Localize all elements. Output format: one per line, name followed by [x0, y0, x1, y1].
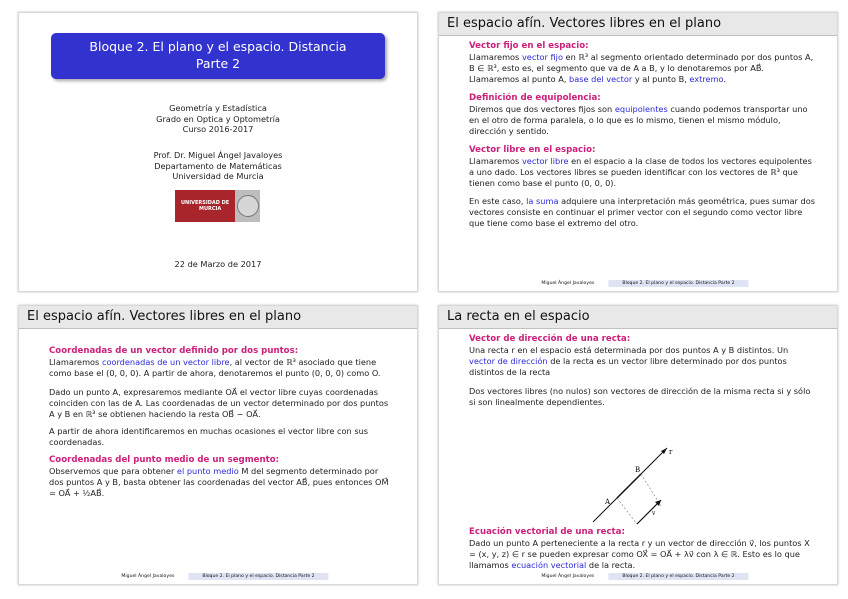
slide-header: [19, 306, 417, 329]
term: vector de dirección: [469, 356, 548, 367]
slide-vectores-libres-2: [18, 305, 418, 585]
text: M del segmento determinado por dos puntos A y B, basta obtener las coordenadas del vector AB⃗, pues entonces OM⃗ = OA⃗ + ½AB⃗.: [49, 466, 389, 499]
label-v: v: [652, 510, 656, 517]
text: Una recta r en el espacio está determinada por dos puntos A y B distintos. Un: [469, 345, 789, 356]
text: en el espacio a la clase de todos los vectores equipolentes a uno dado. Los vectores libres se pueden identificar con los vectores de ℝ³ que tienen como base el punto (0, 0, 0).: [469, 156, 812, 188]
slide-content: [49, 346, 395, 507]
title-line-2: Parte 2: [195, 55, 241, 71]
text: Diremos que dos vectores fijos son: [469, 104, 615, 115]
label-b: B: [635, 466, 641, 474]
slide-footer: [527, 280, 748, 287]
footer-author: Miguel Ángel Javaloyes: [541, 281, 595, 286]
block-equipolencia: [469, 93, 815, 137]
slide-title: [18, 12, 418, 292]
logo-line-1: UNIVERSIDAD DE: [181, 199, 230, 206]
university: Universidad de Murcia: [172, 171, 264, 182]
author: Prof. Dr. Miguel Ángel Javaloyes: [153, 150, 283, 160]
paragraph-identificar: A partir de ahora identificaremos en muchas ocasiones el vector libre con sus coordenadas.: [49, 426, 369, 448]
text: de la recta.: [586, 560, 636, 570]
term: coordenadas de un vector libre: [101, 357, 230, 368]
text: Llamaremos: [469, 52, 522, 63]
footer-author: Miguel Ángel Javaloyes: [121, 574, 175, 579]
text: , al vector de ℝ³ asociado que tiene como base el (0, 0, 0). A partir de ahora, denotaremos el punto (0, 0, 0) como O.: [49, 357, 381, 379]
block-body: [469, 156, 815, 188]
term: equipolentes: [614, 104, 668, 115]
slide-header: [439, 306, 837, 329]
block-coordenadas: [49, 346, 395, 379]
block-ecuacion-vectorial: [469, 527, 815, 571]
slide-header-text: El espacio afín. Vectores libres en el plano: [27, 309, 302, 324]
slide-content: [469, 334, 815, 414]
block-vector-fijo: [469, 41, 815, 85]
block-title: Ecuación vectorial de una recta:: [469, 527, 625, 537]
text: en ℝ³ al segmento orientado determinado por dos puntos A, B ∈ ℝ³, esto es, el segmento que va de A a B, y lo denotaremos por AB⃗. Llamaremos al punto A,: [469, 52, 814, 84]
slide-footer: [107, 573, 328, 580]
text: Dado un punto A perteneciente a la recta r y un vector de dirección v⃗, los puntos X = (x, y, z) ∈ r se pueden expresar como OX⃗ = OA⃗ + λv⃗ con λ ∈ ℝ. Esto es lo que llamamos: [469, 538, 810, 570]
label-a: A: [605, 498, 611, 506]
text: y al punto B,: [632, 74, 690, 84]
text: cuando podemos transportar uno en el otro de forma paralela, o lo que es lo mismo, tienen el mismo módulo, dirección y sentido.: [469, 104, 808, 136]
text: adquiere una interpretación más geométrica, pues sumar dos vectores consiste en continuar el primer vector con el segundo como vector libre que tiene como base el extremo del otro.: [469, 196, 815, 229]
course: Curso 2016-2017: [182, 124, 254, 135]
term: base del vector: [569, 74, 633, 84]
block-vector-direccion: [469, 334, 815, 378]
text: Llamaremos: [49, 357, 102, 368]
label-r: r: [669, 448, 673, 456]
block-title: Vector de dirección de una recta:: [469, 334, 631, 344]
text: de la recta es un vector libre determinado por dos puntos distintos de la recta: [469, 356, 787, 377]
block-title: Vector libre en el espacio:: [469, 144, 596, 155]
term: el punto medio: [176, 466, 239, 477]
slide-content: [469, 41, 815, 236]
term: extremo: [689, 74, 724, 84]
course-info: [19, 103, 417, 135]
text: Observemos que para obtener: [49, 466, 177, 477]
paragraph-resta: Dado un punto A, expresaremos mediante OA⃗ el vector libre cuyas coordenadas coinciden con las de A. Las coordenadas de un vector determinado por dos puntos A y B en ℝ³ se obtienen haciendo la resta OB⃗ − OA⃗.: [49, 387, 389, 419]
text: En este caso,: [469, 196, 527, 207]
block-vector-libre: [469, 145, 815, 189]
logo-text: [175, 190, 235, 222]
block-title: Coordenadas del punto medio de un segmento:: [49, 455, 280, 466]
slide-recta-espacio: [438, 305, 838, 585]
paragraph-dependientes: Dos vectores libres (no nulos) son vectores de dirección de la misma recta si y sólo si son linealmente dependientes.: [469, 385, 811, 407]
logo-line-2: MURCIA: [199, 206, 222, 212]
footer-title: Bloque 2. El plano y el espacio. Distancia Parte 2: [188, 573, 328, 580]
block-body: [469, 104, 815, 136]
seal-icon: [235, 190, 260, 222]
slide-vectores-libres-1: [438, 12, 838, 292]
vector-ab: [617, 474, 641, 498]
paragraph-suma: [469, 196, 815, 228]
term: vector fijo: [521, 52, 563, 63]
text: Llamaremos: [469, 156, 522, 166]
slide-header-text: El espacio afín. Vectores libres en el plano: [447, 16, 722, 31]
term: ecuación vectorial: [511, 560, 587, 570]
subject: Geometría y Estadística: [169, 103, 267, 113]
block-body: [469, 538, 815, 570]
term: vector libre: [521, 156, 569, 166]
text: .: [723, 74, 727, 84]
block-title: Vector fijo en el espacio:: [469, 41, 589, 51]
slide-content-lower: [469, 527, 815, 579]
department: Departamento de Matemáticas: [154, 160, 282, 171]
block-body: [49, 466, 395, 498]
line-direction-figure: [589, 444, 674, 526]
block-body: [469, 345, 815, 377]
block-title: Coordenadas de un vector definido por dos puntos:: [49, 346, 299, 356]
footer-title: Bloque 2. El plano y el espacio. Distancia Parte 2: [608, 280, 748, 287]
block-title: Definición de equipolencia:: [469, 92, 601, 103]
term: la suma: [526, 196, 559, 207]
block-punto-medio: [49, 455, 395, 499]
date: 22 de Marzo de 2017: [174, 259, 262, 269]
slide-header: [439, 13, 837, 36]
degree: Grado en Optica y Optometría: [156, 113, 280, 124]
slide-header-text: La recta en el espacio: [447, 309, 590, 324]
block-body: [469, 52, 815, 84]
footer-title: Bloque 2. El plano y el espacio. Distancia Parte 2: [608, 573, 748, 580]
footer-author: Miguel Ángel Javaloyes: [541, 574, 595, 579]
university-logo: [175, 190, 260, 222]
slide-footer: [527, 573, 748, 580]
title-line-1: Bloque 2. El plano y el espacio. Distancia: [89, 39, 347, 54]
block-body: [49, 357, 395, 379]
author-info: [19, 150, 417, 182]
title-box: [51, 33, 385, 79]
dashed-guide-a: [617, 498, 637, 524]
